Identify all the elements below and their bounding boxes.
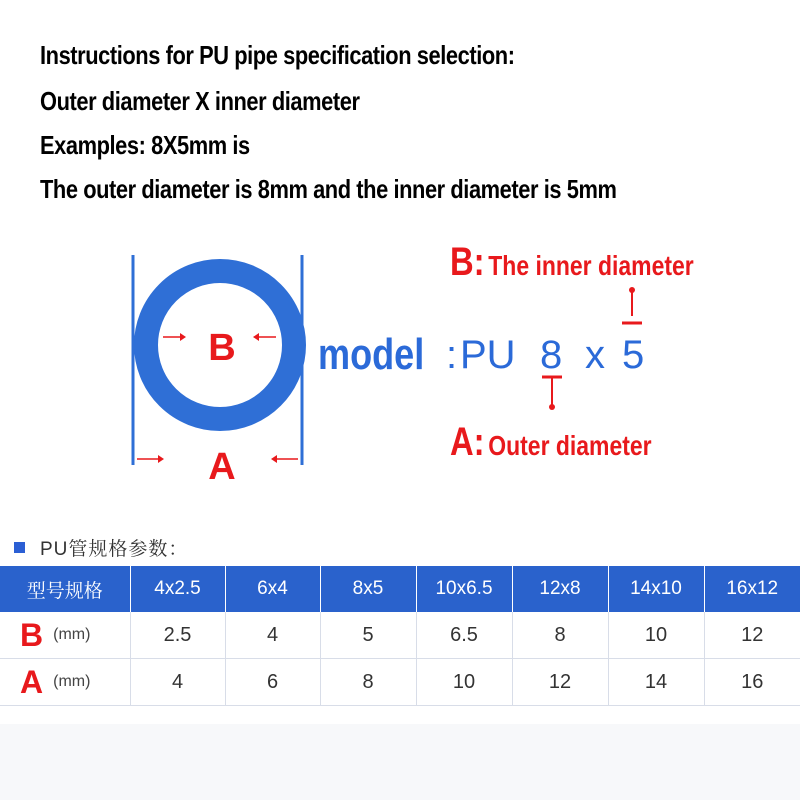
instruction-format: Outer diameter X inner diameter (40, 86, 360, 116)
spec-table-heading (14, 532, 188, 562)
column-header: 10x6.5 (416, 566, 512, 612)
ring-inner-letter: B (208, 327, 236, 369)
model-prefix: PU (460, 333, 516, 377)
column-header: 14x10 (608, 566, 704, 612)
model-colon: : (446, 333, 458, 377)
table-header-row (0, 566, 800, 612)
model-word: model (318, 330, 425, 379)
inner-diameter-text: The inner diameter (488, 250, 694, 281)
pipe-cross-section-diagram (0, 230, 320, 490)
outer-diameter-letter: A: (450, 420, 485, 464)
table-row (0, 612, 800, 659)
table-cell: 8 (320, 659, 416, 706)
column-header: 4x2.5 (130, 566, 225, 612)
table-cell: 5 (320, 612, 416, 659)
table-cell: 4 (130, 659, 225, 706)
row-letter: A (20, 663, 44, 700)
ring-outer-letter: A (208, 446, 236, 488)
table-cell: 16 (704, 659, 800, 706)
column-header: 8x5 (320, 566, 416, 612)
table-cell: 6.5 (416, 612, 512, 659)
table-row (0, 659, 800, 706)
table-cell: 4 (225, 612, 320, 659)
instruction-title: Instructions for PU pipe specification selection: (40, 40, 515, 70)
inner-diameter-label (450, 240, 694, 285)
instruction-example: Examples: 8X5mm is (40, 130, 250, 160)
table-cell: 12 (512, 659, 608, 706)
table-cell: 14 (608, 659, 704, 706)
outer-diameter-label (450, 420, 652, 465)
model-outer-value: 8 (540, 333, 563, 377)
row-label (0, 659, 130, 706)
row-letter: B (20, 616, 44, 653)
bottom-band (0, 724, 800, 800)
table-cell: 2.5 (130, 612, 225, 659)
row-label (0, 612, 130, 659)
table-cell: 12 (704, 612, 800, 659)
column-header: 型号规格 (0, 566, 130, 612)
model-pointer-marks (530, 280, 650, 420)
spec-table (0, 566, 800, 706)
outer-diameter-text: Outer diameter (488, 430, 652, 461)
column-header: 16x12 (704, 566, 800, 612)
inner-diameter-letter: B: (450, 240, 485, 284)
row-unit: (mm) (53, 626, 91, 643)
heading-square-icon (14, 542, 25, 553)
spec-table-heading-text: PU管规格参数： (40, 538, 189, 560)
column-header: 6x4 (225, 566, 320, 612)
table-cell: 10 (608, 612, 704, 659)
table-cell: 6 (225, 659, 320, 706)
model-x: x (585, 333, 605, 377)
model-inner-value: 5 (622, 333, 645, 377)
table-cell: 10 (416, 659, 512, 706)
table-cell: 8 (512, 612, 608, 659)
row-unit: (mm) (53, 673, 91, 690)
column-header: 12x8 (512, 566, 608, 612)
instruction-explanation: The outer diameter is 8mm and the inner diameter is 5mm (40, 174, 617, 204)
